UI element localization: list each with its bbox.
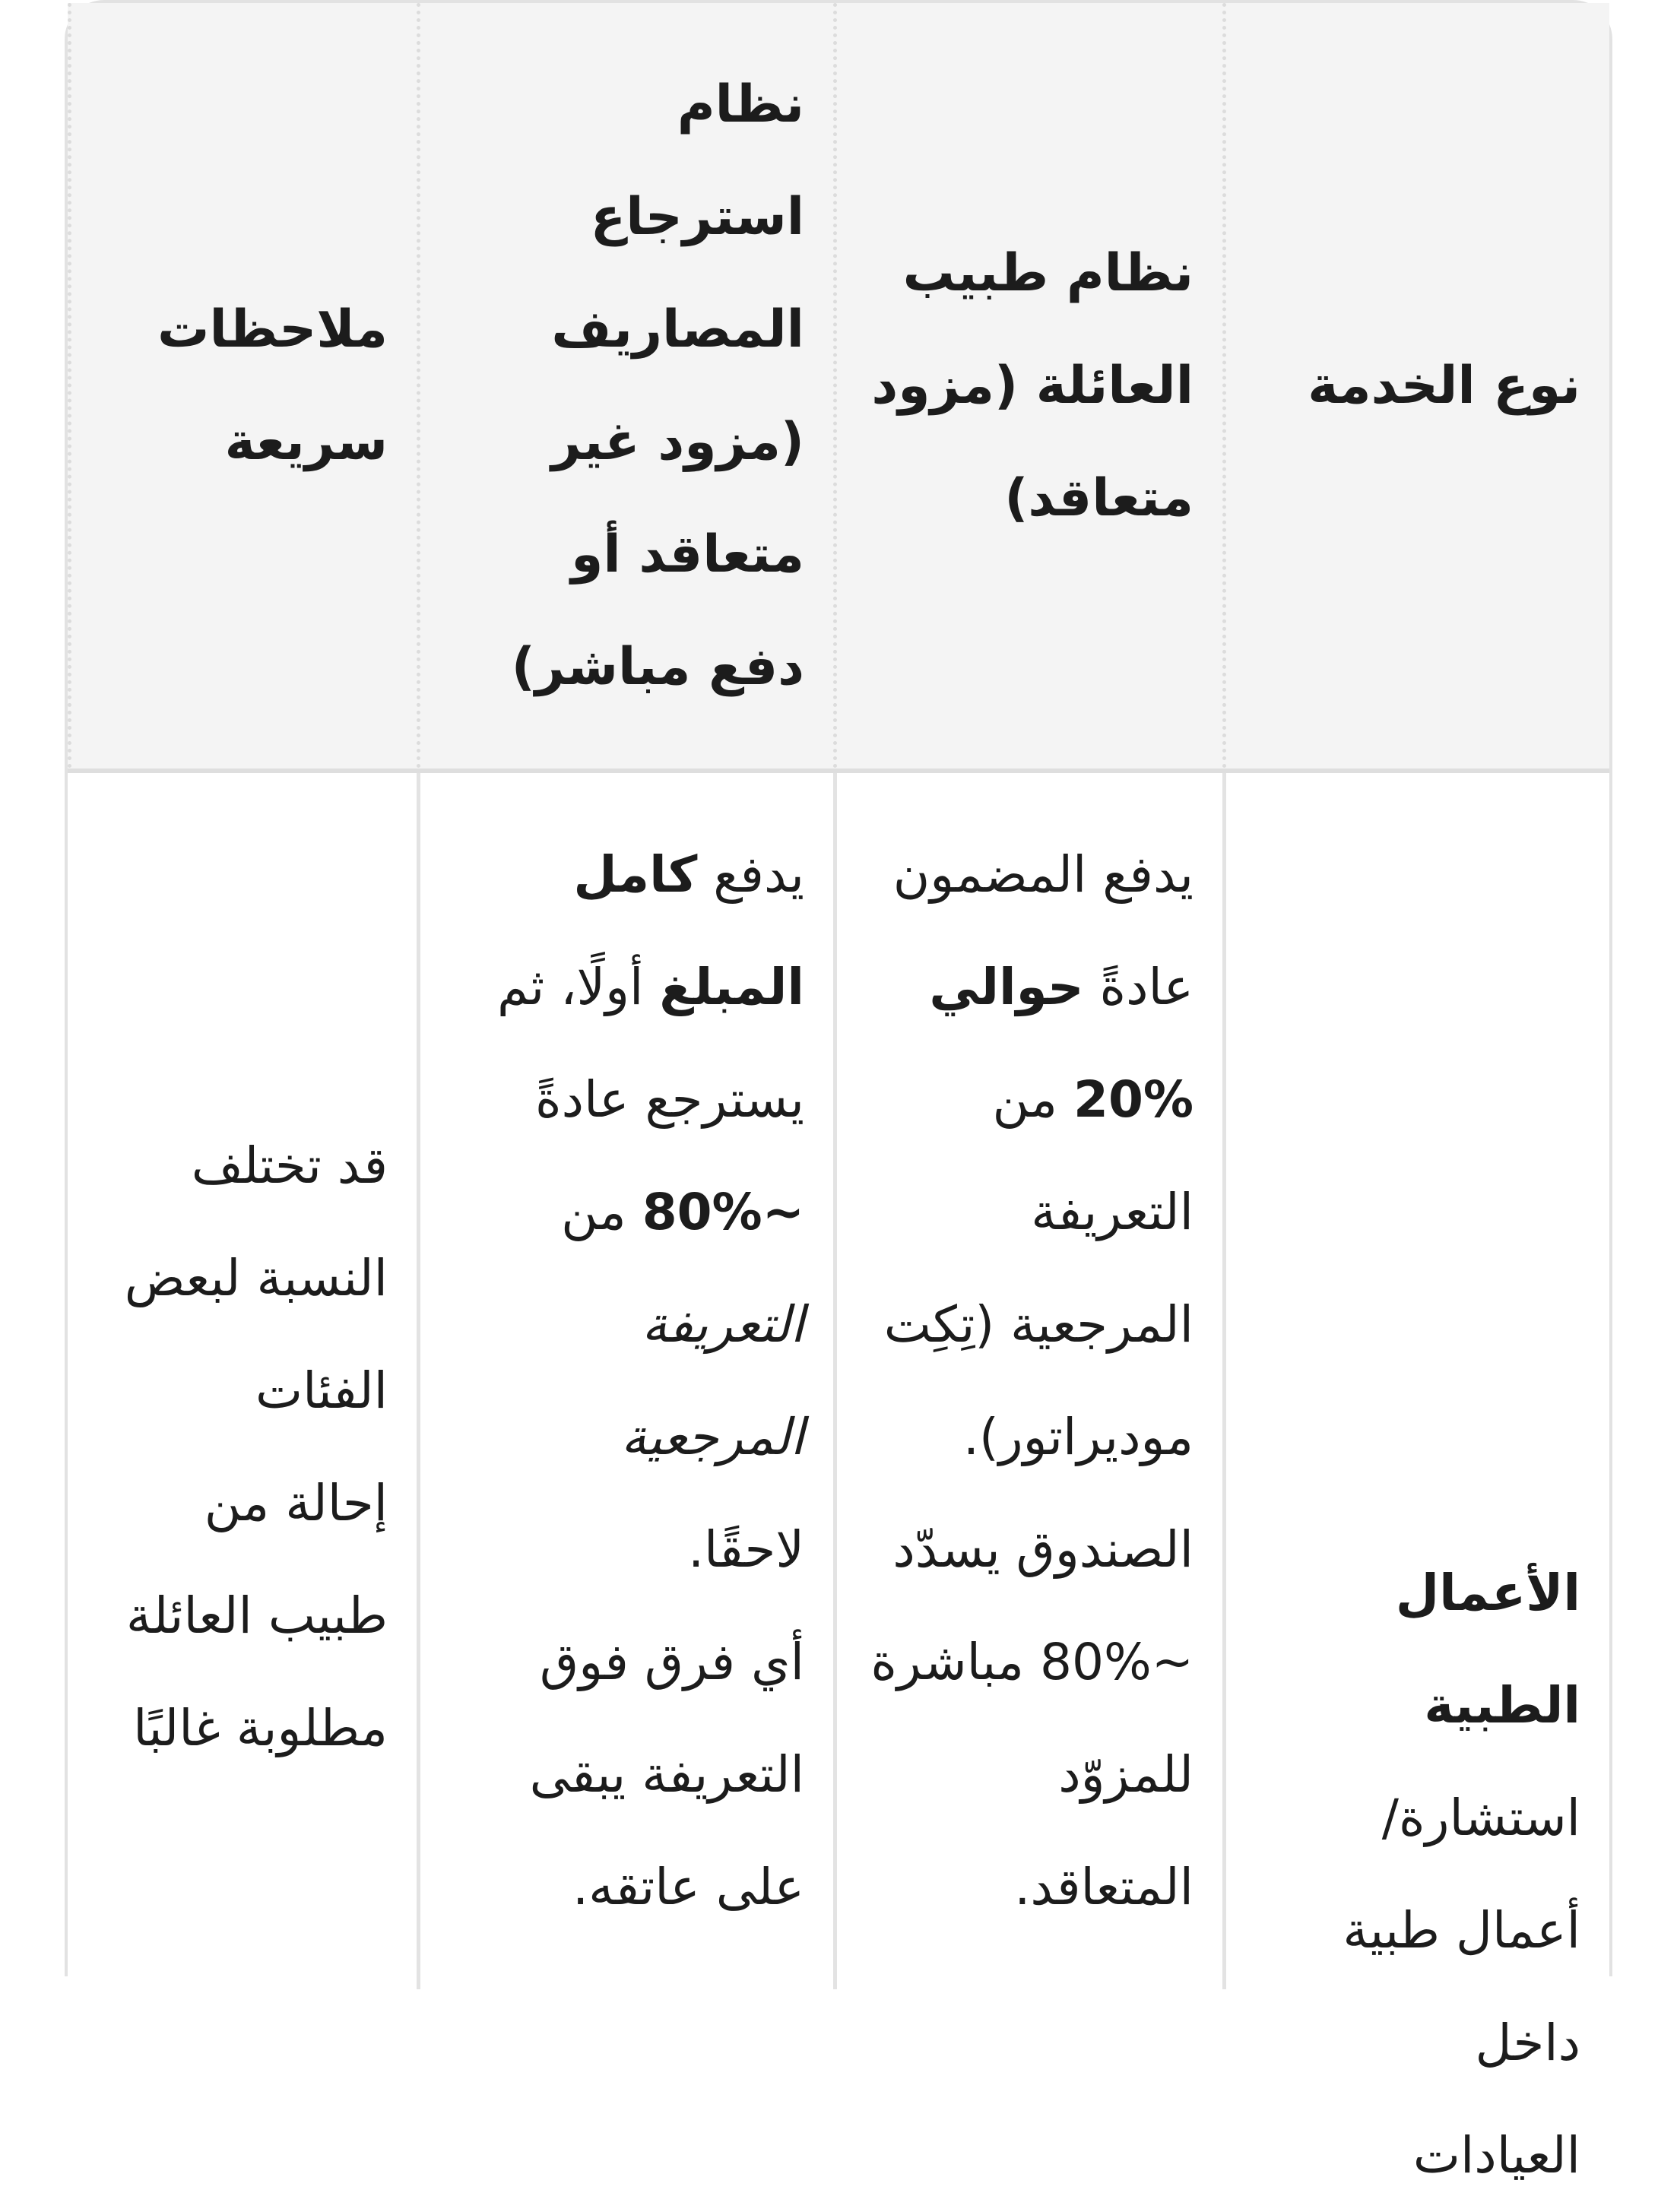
- header-line: المصاريف: [551, 299, 804, 360]
- cell-line: يدفع كامل: [573, 845, 804, 904]
- cell-line: النسبة لبعض: [124, 1249, 388, 1307]
- table-row: [68, 773, 1609, 2185]
- cell-line: المرجعية (تِكِت: [883, 1295, 1194, 1354]
- header-reimbursement: [417, 3, 833, 768]
- cell-line: ~80% من: [561, 1183, 804, 1241]
- cell-line: عادةً حوالي: [929, 958, 1194, 1016]
- header-line: نظام: [677, 74, 804, 135]
- cell-line: إحالة من: [204, 1474, 388, 1532]
- cell-line: للمزوّد: [1058, 1745, 1194, 1804]
- cell-line: 20% من: [992, 1070, 1194, 1129]
- cell-line: مطلوبة غالبًا: [133, 1699, 388, 1757]
- table-header-row: [68, 3, 1609, 773]
- cell-line: التعريفة يبقى: [529, 1745, 804, 1804]
- header-line: استرجاع: [590, 186, 804, 247]
- cell-line: يسترجع عادةً: [535, 1070, 804, 1129]
- cell-line: استشارة/: [1381, 1789, 1580, 1847]
- cell-line: لاحقًا.: [688, 1520, 804, 1579]
- header-line: نظام طبيب: [902, 242, 1194, 303]
- header-line: متعاقد أو: [571, 524, 804, 585]
- cell-line: الفئات: [255, 1361, 388, 1420]
- header-notes: [68, 3, 417, 768]
- header-family-doctor: [833, 3, 1222, 768]
- cell-line: المبلغ أولًا، ثم: [496, 958, 804, 1016]
- header-line: نوع الخدمة: [1308, 355, 1580, 416]
- cell-line: على عاتقه.: [572, 1858, 804, 1916]
- cell-line: أعمال طبية: [1343, 1901, 1580, 1960]
- cell-line: ~80% مباشرة: [870, 1633, 1194, 1691]
- cell-line: التعريفة: [642, 1295, 804, 1354]
- cell-reimbursement: [417, 773, 833, 1989]
- cell-line: الطبية: [1424, 1676, 1580, 1735]
- cell-line: العيادات: [1412, 2126, 1580, 2185]
- header-line: العائلة (مزود: [871, 355, 1194, 416]
- cell-line: الصندوق يسدّد: [892, 1520, 1194, 1579]
- cell-line: المتعاقد.: [1014, 1858, 1194, 1916]
- cell-line: يدفع المضمون: [892, 845, 1194, 904]
- cell-line: أي فرق فوق: [540, 1633, 804, 1691]
- header-service-type: [1222, 3, 1609, 768]
- header-line: ملاحظات: [157, 299, 388, 360]
- cell-line: الأعمال: [1395, 1564, 1580, 1622]
- cell-line: طبيب العائلة: [125, 1586, 388, 1645]
- cell-line: قد تختلف: [191, 1136, 388, 1195]
- header-line: سريعة: [224, 411, 388, 472]
- comparison-table: [65, 0, 1612, 2185]
- header-line: دفع مباشر): [511, 636, 804, 697]
- header-line: متعاقد): [1004, 467, 1194, 528]
- cell-line: داخل: [1475, 2014, 1580, 2072]
- cell-service-type: [1222, 773, 1609, 2185]
- cell-notes: [68, 773, 417, 1989]
- cell-line: المرجعية: [621, 1408, 804, 1466]
- cell-family-doctor: [833, 773, 1222, 1989]
- cell-line: التعريفة: [1031, 1183, 1194, 1241]
- header-line: (مزود غير: [551, 411, 804, 472]
- cell-line: موديراتور).: [962, 1408, 1194, 1466]
